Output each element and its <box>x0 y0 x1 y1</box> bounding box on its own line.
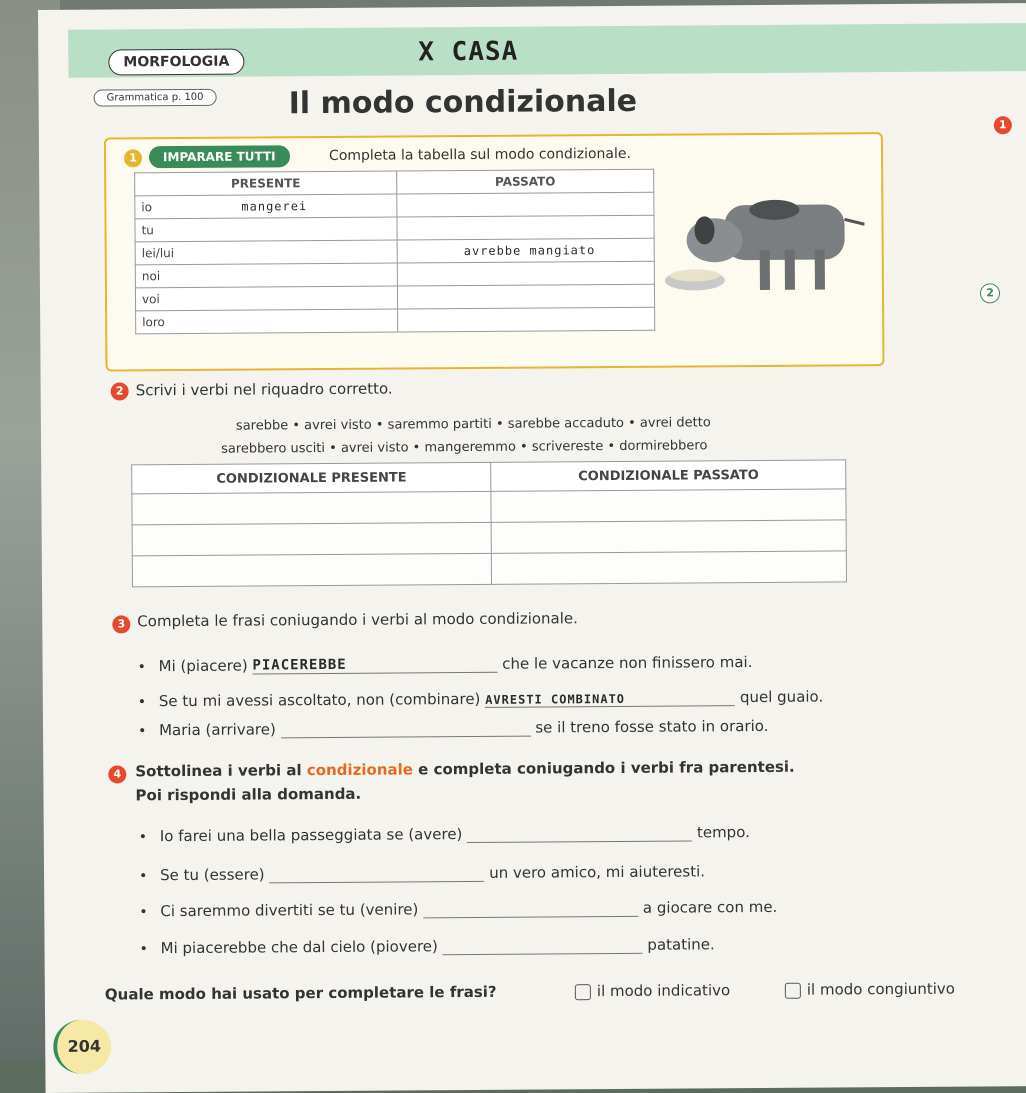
exercise1-number: 1 <box>124 149 142 167</box>
pronoun: loro <box>142 315 165 330</box>
past-cell[interactable] <box>398 307 655 332</box>
item-after: patatine. <box>647 935 715 954</box>
present-cell[interactable] <box>135 286 397 311</box>
past-cell[interactable] <box>397 192 654 217</box>
exercise4-instruction-line2: Poi rispondi alla domanda. <box>135 784 362 805</box>
exercise4-instruction <box>135 758 795 781</box>
item-before: Mi (piacere) <box>158 656 248 676</box>
pronoun: voi <box>141 292 160 307</box>
present-cell[interactable] <box>135 240 397 265</box>
exercise4-item-1 <box>139 823 750 845</box>
item-after: che le vacanze non finissero mai. <box>502 653 753 673</box>
handwritten-note: X CASA <box>418 36 519 68</box>
option-indicativo[interactable] <box>575 981 730 1000</box>
exercise4-item-2 <box>139 862 705 884</box>
checkbox-indicativo[interactable] <box>575 984 591 1000</box>
workbook-page <box>38 3 1026 1093</box>
sort-cell[interactable] <box>132 553 492 587</box>
exercise3-item-1 <box>138 653 753 675</box>
conjugation-row <box>136 307 655 334</box>
col-cond-present-header: CONDIZIONALE PRESENTE <box>132 462 492 494</box>
item-before: Ci saremmo divertiti se tu (venire) <box>160 900 419 921</box>
side-number-1: 1 <box>994 116 1012 134</box>
item-after: se il treno fosse stato in orario. <box>535 716 769 737</box>
page-number: 204 <box>53 1020 111 1074</box>
exercise2-verbs-line1: sarebbe • avrei visto • saremmo partiti • sarebbe accaduto • avrei detto <box>235 415 711 434</box>
item-before: Se tu (essere) <box>160 865 265 885</box>
dog-illustration <box>664 194 865 305</box>
option-indicativo-label: il modo indicativo <box>596 981 731 1001</box>
sort-table <box>131 459 847 587</box>
sort-cell[interactable] <box>132 491 492 525</box>
answer-field[interactable] <box>467 824 692 843</box>
exercise4-number: 4 <box>108 765 126 783</box>
sort-cell[interactable] <box>132 522 492 556</box>
past-form <box>404 267 464 281</box>
present-form: mangerei <box>241 199 308 214</box>
checkbox-congiuntivo[interactable] <box>785 982 801 998</box>
option-congiuntivo[interactable] <box>785 980 955 999</box>
exercise4-question: Quale modo hai usato per completare le frasi? <box>104 982 497 1004</box>
past-form <box>404 290 464 304</box>
instruction-highlight: condizionale <box>306 760 413 780</box>
present-cell[interactable] <box>136 309 398 334</box>
present-cell[interactable] <box>135 217 397 242</box>
item-before: Maria (arrivare) <box>159 720 276 740</box>
exercise3-item-3 <box>138 717 769 739</box>
sort-cell[interactable] <box>491 489 846 522</box>
pronoun: lei/lui <box>141 246 175 261</box>
past-form: avrebbe mangiato <box>463 243 596 259</box>
page-title: Il modo condizionale <box>288 83 638 122</box>
item-before: Mi piacerebbe che dal cielo (piovere) <box>160 937 438 958</box>
past-cell[interactable] <box>397 238 654 263</box>
instruction-part2: e completa coniugando i verbi fra parentesi. <box>412 757 795 779</box>
col-cond-past-header: CONDIZIONALE PASSATO <box>491 460 846 491</box>
past-cell[interactable] <box>397 284 654 309</box>
answer-field[interactable] <box>443 937 643 955</box>
pronoun: noi <box>141 269 161 284</box>
item-after: a giocare con me. <box>642 897 778 917</box>
item-after: un vero amico, mi aiuteresti. <box>489 862 706 882</box>
item-before: Io farei una bella passeggiata se (avere) <box>159 825 463 846</box>
past-cell[interactable] <box>397 261 654 286</box>
exercise3-item-2 <box>138 688 823 711</box>
answer-field-1[interactable]: PIACEREBBE <box>252 656 497 675</box>
grammar-reference: Grammatica p. 100 <box>94 89 217 107</box>
past-cell[interactable] <box>397 215 654 240</box>
item-after: quel guaio. <box>739 687 824 707</box>
option-congiuntivo-label: il modo congiuntivo <box>806 979 956 999</box>
item-after: tempo. <box>696 823 750 842</box>
side-number-2: 2 <box>980 283 1000 303</box>
col-past-header: PASSATO <box>397 169 654 194</box>
sort-cell[interactable] <box>492 551 847 584</box>
answer-field[interactable] <box>423 900 638 919</box>
exercise1-instruction: Completa la tabella sul modo condizionale. <box>328 145 631 164</box>
conjugation-table <box>134 169 655 335</box>
exercise1-badge: IMPARARE TUTTI <box>149 145 290 168</box>
pronoun: io <box>141 200 153 215</box>
col-present-header: PRESENTE <box>135 171 397 196</box>
present-cell[interactable] <box>135 263 397 288</box>
answer-field-3[interactable] <box>281 720 531 739</box>
sort-cell[interactable] <box>492 520 847 553</box>
answer-field-2[interactable]: AVRESTI COMBINATO <box>485 691 735 708</box>
past-form <box>404 221 464 235</box>
exercise2-verbs-line2: sarebbero usciti • avrei visto • mangeremmo • scrivereste • dormirebbero <box>221 438 708 457</box>
past-form <box>404 313 464 327</box>
past-form <box>403 198 463 212</box>
answer-field[interactable] <box>269 865 484 884</box>
exercise4-item-4 <box>139 935 714 957</box>
section-label: MORFOLOGIA <box>108 49 244 76</box>
exercise2-number: 2 <box>111 382 129 400</box>
exercise3-instruction: Completa le frasi coniugando i verbi al modo condizionale. <box>137 609 578 631</box>
exercise2-instruction: Scrivi i verbi nel riquadro corretto. <box>135 379 393 400</box>
exercise3-number: 3 <box>112 615 130 633</box>
present-cell[interactable] <box>135 194 397 219</box>
exercise4-item-3 <box>139 898 777 920</box>
instruction-part1: Sottolinea i verbi al <box>135 761 307 781</box>
item-before: Se tu mi avessi ascoltato, non (combinare) <box>158 689 481 711</box>
pronoun: tu <box>141 223 154 238</box>
